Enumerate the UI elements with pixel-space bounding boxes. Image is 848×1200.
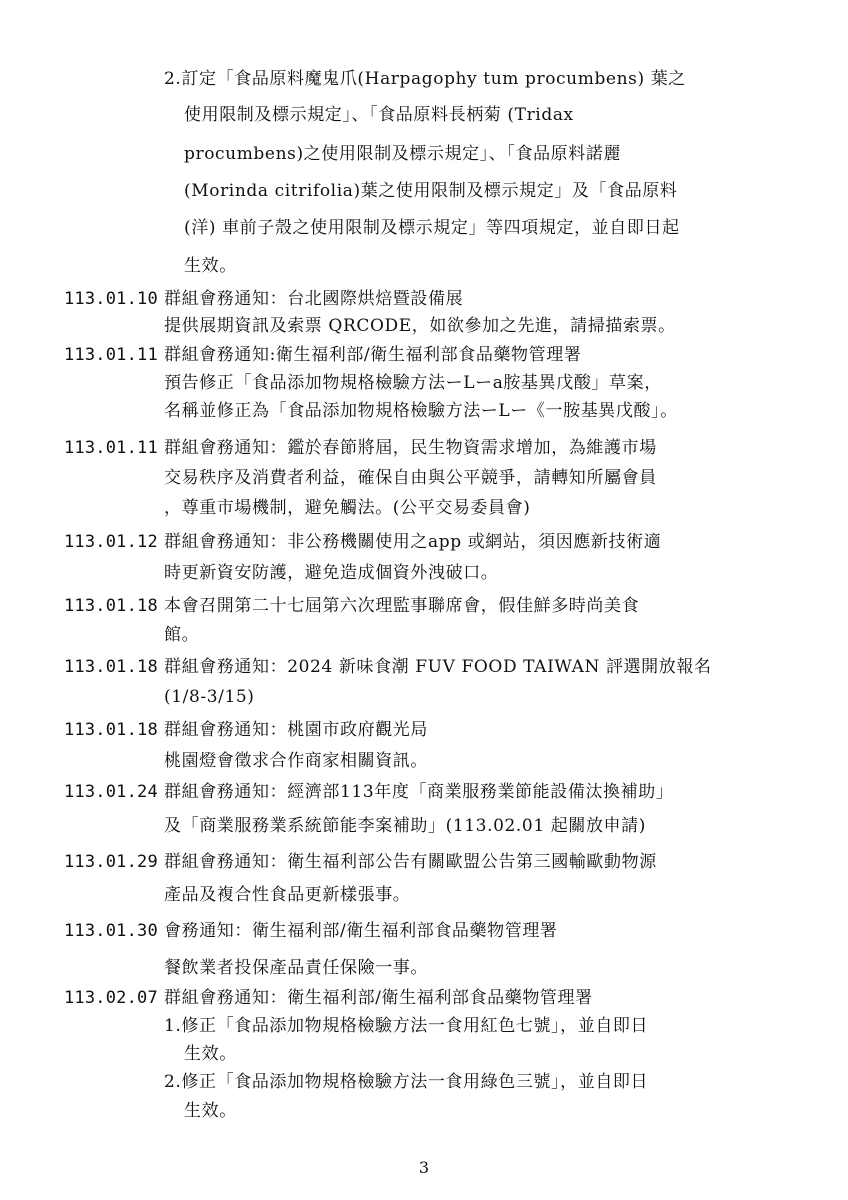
entry-date: 113.01.24 bbox=[64, 782, 158, 802]
entry-date: 113.01.12 bbox=[64, 532, 158, 552]
entry-line: 生效。 bbox=[184, 1101, 237, 1121]
page-number: 3 bbox=[418, 1158, 430, 1177]
entry-date: 113.01.30 bbox=[64, 921, 158, 941]
intro-line: 2.訂定「食品原料魔鬼爪(Harpagophy tum procumbens) 葉之 bbox=[164, 69, 686, 89]
entry-date: 113.01.18 bbox=[64, 720, 158, 740]
intro-line: (Morinda citrifolia)葉之使用限制及標示規定」及「食品原料 bbox=[184, 181, 678, 201]
entry-line: 群組會務通知：衛生福利部公告有關歐盟公告第三國輸歐動物源 bbox=[164, 852, 657, 872]
entry-date: 113.01.18 bbox=[64, 657, 158, 677]
entry-line: 會務通知：衛生福利部/衛生福利部食品藥物管理署 bbox=[164, 921, 558, 941]
entry-line: (1/8-3/15) bbox=[164, 687, 255, 707]
entry-line: 群組會務通知：非公務機關使用之app 或網站，須因應新技術適 bbox=[164, 532, 662, 552]
intro-line: (洋) 車前子殼之使用限制及標示規定」等四項規定，並自即日起 bbox=[184, 218, 680, 238]
entry-line: 群組會務通知：經濟部113年度「商業服務業節能設備汰換補助」 bbox=[164, 782, 674, 802]
entry-line: 桃園燈會徵求合作商家相關資訊。 bbox=[164, 751, 428, 771]
entry-date: 113.01.10 bbox=[64, 289, 158, 309]
intro-line: 生效。 bbox=[184, 256, 237, 276]
entry-line: 預告修正「食品添加物規格檢驗方法ーLーa胺基異戊酸」草案， bbox=[164, 373, 662, 393]
entry-date: 113.01.11 bbox=[64, 438, 158, 458]
entry-line: 及「商業服務業系統節能李案補助」(113.02.01 起關放申請) bbox=[164, 816, 646, 836]
entry-line: 餐飲業者投保產品責任保險一事。 bbox=[164, 958, 428, 978]
entry-line: 群組會務通知：衛生福利部/衛生福利部食品藥物管理署 bbox=[164, 988, 593, 1008]
entry-line: 時更新資安防護，避免造成個資外洩破口。 bbox=[164, 563, 499, 583]
entry-line: 產品及複合性食品更新樣張事。 bbox=[164, 885, 411, 905]
entry-line: 館。 bbox=[164, 625, 200, 645]
entry-line: 交易秩序及消費者利益，確保自由與公平競爭，請轉知所屬會員 bbox=[164, 468, 657, 488]
entry-line: 群組會務通知：桃園市政府觀光局 bbox=[164, 720, 428, 740]
entry-date: 113.01.11 bbox=[64, 345, 158, 365]
entry-date: 113.02.07 bbox=[64, 988, 158, 1008]
entry-date: 113.01.18 bbox=[64, 596, 158, 616]
entry-line: 生效。 bbox=[184, 1044, 237, 1064]
entry-line: 群組會務通知：2024 新味食潮 FUV FOOD TAIWAN 評選開放報名 bbox=[164, 657, 712, 677]
entry-line: 群組會務通知：鑑於春節將屆，民生物資需求增加，為維護市場 bbox=[164, 438, 657, 458]
entry-line: 2.修正「食品添加物規格檢驗方法一食用綠色三號」，並自即日 bbox=[164, 1072, 649, 1092]
intro-line: procumbens)之使用限制及標示規定」、「食品原料諾麗 bbox=[184, 144, 622, 164]
entry-line: 提供展期資訊及索票 QRCODE，如欲參加之先進，請掃描索票。 bbox=[164, 316, 676, 336]
entry-line: 名稱並修正為「食品添加物規格檢驗方法ーLー《一胺基異戊酸」。 bbox=[164, 401, 678, 421]
entry-date: 113.01.29 bbox=[64, 852, 158, 872]
entry-line: 本會召開第二十七屆第六次理監事聯席會，假佳鮮多時尚美食 bbox=[164, 596, 640, 616]
entry-line: 1.修正「食品添加物規格檢驗方法一食用紅色七號」，並自即日 bbox=[164, 1016, 649, 1036]
intro-line: 使用限制及標示規定」、「食品原料長柄菊 (Tridax bbox=[184, 105, 574, 125]
entry-line: 群組會務通知:衛生福利部/衛生福利部食品藥物管理署 bbox=[164, 345, 582, 365]
entry-line: 群組會務通知：台北國際烘焙暨設備展 bbox=[164, 289, 464, 309]
entry-line: ，尊重市場機制，避免觸法。(公平交易委員會) bbox=[164, 498, 531, 518]
